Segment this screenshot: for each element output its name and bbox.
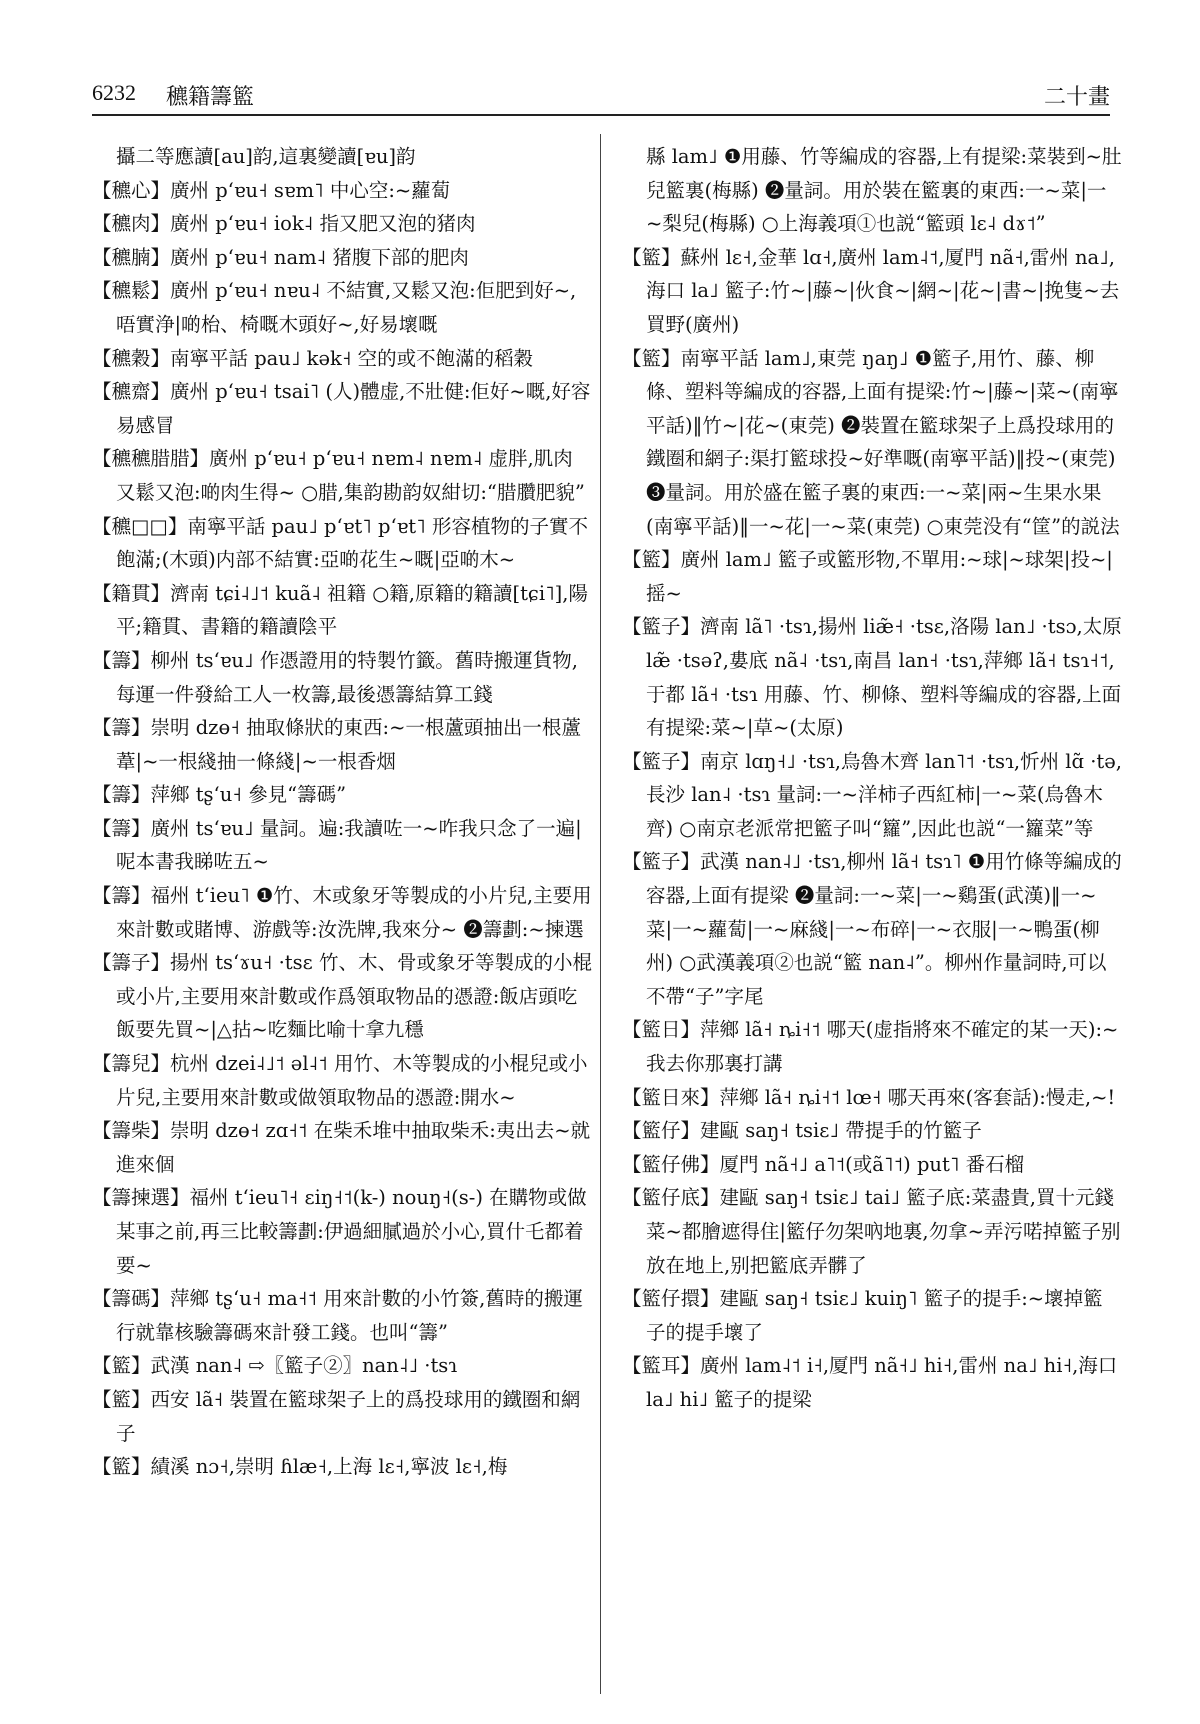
dictionary-entry: 【穮鬆】廣州 pʻɐu˧ nɐu˨ 不結實,又鬆又泡:佢肥到好~,唔實浄|啲枱、椅嘅木頭好~,好易壞嘅: [92, 279, 577, 336]
dictionary-entry: 【籌兒】杭州 dzei˨˩˦ əl˨˦ 用竹、木等製成的小棍兒或小片兒,主要用來計數或做領取物品的憑證:開水~: [92, 1052, 588, 1109]
column-divider: [600, 134, 601, 1694]
dictionary-entry: 【籌】福州 tʻieu˥ ❶竹、木或象牙等製成的小片兒,主要用來計數或賭博、游戲等:汝洗牌,我來分~ ❷籌劃:~揀選: [92, 884, 592, 941]
dictionary-entry: 【穮□□】南寧平話 pau˩ pʻɐt˥ pʻɐt˥ 形容植物的子實不飽滿;(木頭)内部不結實:亞啲花生~嘅|亞啲木~: [92, 514, 588, 572]
dictionary-entry: 【籃仔底】建甌 saŋ˧ tsiɛ˩ tai˩ 籃子底:菜盡貴,買十元錢菜~都膾遮得住|籃仔勿架吶地裏,勿拿~弄污喏掉籃子别放在地上,别把籃底弄髒了: [622, 1186, 1121, 1277]
dictionary-entry: 【籌】萍鄉 tʂʻu˧ 參見“籌碼”: [92, 783, 347, 807]
page-number: 6232: [92, 80, 136, 105]
dictionary-entry: 【籌揀選】福州 tʻieu˥˧ ɛiŋ˧˦(k-) nouŋ˧(s-) 在購物或做某事之前,再三比較籌劃:伊過細膩過於小心,買什乇都着要~: [92, 1186, 587, 1277]
dictionary-entry: 【籃子】南京 lɑŋ˧˩ ·tsɿ,烏魯木齊 lan˥˦ ·tsɿ,忻州 lɑ̃ ·tə,長沙 lan˨ ·tsɿ 量詞:一~洋柿子西紅柿|一~菜(烏魯木齊) ○南京老派常把籃子叫“籮”,因此也説“一籮菜”等: [622, 749, 1122, 840]
dictionary-entry: 【籃子】武漢 nan˨˩ ·tsɿ,柳州 lã˧ tsɿ˥ ❶用竹條等編成的容器,上面有提梁 ❷量詞:一~菜|一~鷄蛋(武漢)‖一~菜|一~蘿蔔|一~麻綫|一~布碎|一~衣服|一~鴨蛋(柳州) ○武漢義項②也説“籃 nan˨”。柳州作量詞時,可以不帶“子”字尾: [622, 850, 1122, 1008]
page-header: [92, 74, 1110, 116]
running-head-words: 穮籍籌籃: [166, 85, 255, 110]
dictionary-entry: 【籃日】萍鄉 lã˧ ȵi˧˦ 哪天(虚指將來不確定的某一天):~我去你那裏打講: [622, 1018, 1119, 1076]
dictionary-entry: 【穮肉】廣州 pʻɐu˧ iok˨ 指又肥又泡的猪肉: [92, 212, 476, 236]
dictionary-entry: 【籌】廣州 tsʻɐu˩ 量詞。遍:我讀咗一~咋我只念了一遍|呢本書我睇咗五~: [92, 816, 582, 874]
dictionary-entry: 【穮心】廣州 pʻɐu˧ sɐm˥ 中心空:~蘿蔔: [92, 178, 451, 202]
dictionary-entry: 【籃】蘇州 lɛ˧,金華 lɑ˧,廣州 lam˨˦,厦門 nã˧,雷州 na˩,海口 la˩ 籃子:竹~|藤~|伙食~|網~|花~|書~|挽隻~去買野(廣州): [622, 245, 1120, 336]
left-column: [92, 140, 592, 1484]
dictionary-entry: 【籃】武漢 nan˨ ⇨〖籃子②〗nan˨˩ ·tsɿ: [92, 1354, 458, 1378]
dictionary-entry: 【籃耳】廣州 lam˨˦ i˧,厦門 nã˧˩ hi˧,雷州 na˩ hi˧,海口 la˩ hi˩ 籃子的提梁: [622, 1354, 1118, 1411]
dictionary-entry: 【籃】績溪 nɔ˧,崇明 ɦlæ˧,上海 lɛ˧,寧波 lɛ˧,梅: [92, 1455, 508, 1479]
dictionary-entry: 【籌】崇明 dzɵ˧ 抽取條狀的東西:~一根蘆頭抽出一根蘆葦|~一根綫抽一條綫|~一根香烟: [92, 716, 581, 773]
dictionary-entry: 【籃】廣州 lam˩ 籃子或籃形物,不單用:~球|~球架|投~|摇~: [622, 548, 1113, 605]
dictionary-entry: 【籃仔擐】建甌 saŋ˧ tsiɛ˩ kuiŋ˥ 籃子的提手:~壞掉籃子的提手壞了: [622, 1287, 1103, 1344]
dictionary-entry: 【籌碼】萍鄉 tʂʻu˧ ma˧˦ 用來計數的小竹簽,舊時的搬運行就靠核驗籌碼來計發工錢。也叫“籌”: [92, 1287, 583, 1344]
entry-continuation: 攝二等應讀[au]韵,這裏變讀[ɐu]韵: [116, 145, 416, 168]
dictionary-entry: 【穮穀】南寧平話 pau˩ kək˧ 空的或不飽滿的稻穀: [92, 346, 534, 370]
dictionary-entry: 【籃仔佛】厦門 nã˧˩ a˥˦(或ã˥˦) put˥ 番石榴: [622, 1152, 1025, 1176]
dictionary-entry: 【籍貫】濟南 tɕi˨˩˦ kuã˨ 祖籍 ○籍,原籍的籍讀[tɕi˥],陽平;籍貫、書籍的籍讀陰平: [92, 581, 588, 639]
entry-continuation: 縣 lam˩ ❶用藤、竹等編成的容器,上有提梁:菜裝到~肚兒籃裏(梅縣) ❷量詞。用於裝在籃裏的東西:一~菜|一~梨兒(梅縣) ○上海義項①也説“籃頭 lɛ˨ dɤ˦”: [646, 145, 1122, 236]
dictionary-entry: 【穮穮腊腊】廣州 pʻɐu˧ pʻɐu˧ nɐm˨ nɐm˨ 虚胖,肌肉又鬆又泡:啲肉生得~ ○腊,集韵勘韵奴紺切:“腊臢肥貌”: [92, 447, 585, 504]
dictionary-entry: 【籌】柳州 tsʻɐu˩ 作憑證用的特製竹籤。舊時搬運貨物,每運一件發給工人一枚籌,最後憑籌結算工錢: [92, 648, 578, 706]
dictionary-entry: 【籃】南寧平話 lam˩,東莞 ŋaŋ˩ ❶籃子,用竹、藤、柳條、塑料等編成的容器,上面有提梁:竹~|藤~|菜~(南寧平話)‖竹~|花~(東莞) ❷裝置在籃球架子上爲投球用的鐵圈和網子:渠打籃球投~好準嘅(南寧平話)‖投~(東莞) ❸量詞。用於盛在籃子裏的東西:一~菜|兩~生果水果(南寧平話)‖一~花|一~菜(東莞) ○東莞没有“筐”的説法: [622, 346, 1120, 538]
dictionary-entry: 【籌柴】崇明 dzɵ˧ zɑ˧˦ 在柴禾堆中抽取柴禾:夷出去~就進來個: [92, 1119, 591, 1176]
right-column: [622, 140, 1122, 1417]
dictionary-entry: 【籃日來】萍鄉 lã˧ ȵi˧˦ lœ˧ 哪天再來(客套話):慢走,~!: [622, 1085, 1116, 1109]
dictionary-entry: 【籃子】濟南 lã˥ ·tsɿ,揚州 liæ̃˧ ·tsɛ,洛陽 lan˩ ·tsɔ,太原 læ̃ ·tsəʔ,婁底 nã˨ ·tsɿ,南昌 lan˧ ·tsɿ,萍鄉 lã˧ tsɿ˧˦,于都 lã˧ ·tsɿ 用藤、竹、柳條、塑料等編成的容器,上面有提梁:菜~|草~(太原): [622, 615, 1122, 740]
section-label: 二十畫: [1043, 85, 1110, 110]
dictionary-entry: 【籃】西安 lã˧ 裝置在籃球架子上的爲投球用的鐵圈和網子: [92, 1387, 581, 1445]
dictionary-entry: 【籌子】揚州 tsʻɤu˧ ·tsɛ 竹、木、骨或象牙等製成的小棍或小片,主要用來計數或作爲領取物品的憑證:飯店頭吃飯要先買~|△拈~吃麵比喻十拿九穩: [92, 951, 592, 1042]
dictionary-entry: 【籃仔】建甌 saŋ˧ tsiɛ˩ 帶提手的竹籃子: [622, 1119, 982, 1143]
dictionary-entry: 【穮腩】廣州 pʻɐu˧ nam˨ 猪腹下部的肥肉: [92, 245, 469, 269]
dictionary-entry: 【穮齋】廣州 pʻɐu˧ tsai˥ (人)體虚,不壯健:佢好~嘅,好容易感冒: [92, 380, 591, 437]
